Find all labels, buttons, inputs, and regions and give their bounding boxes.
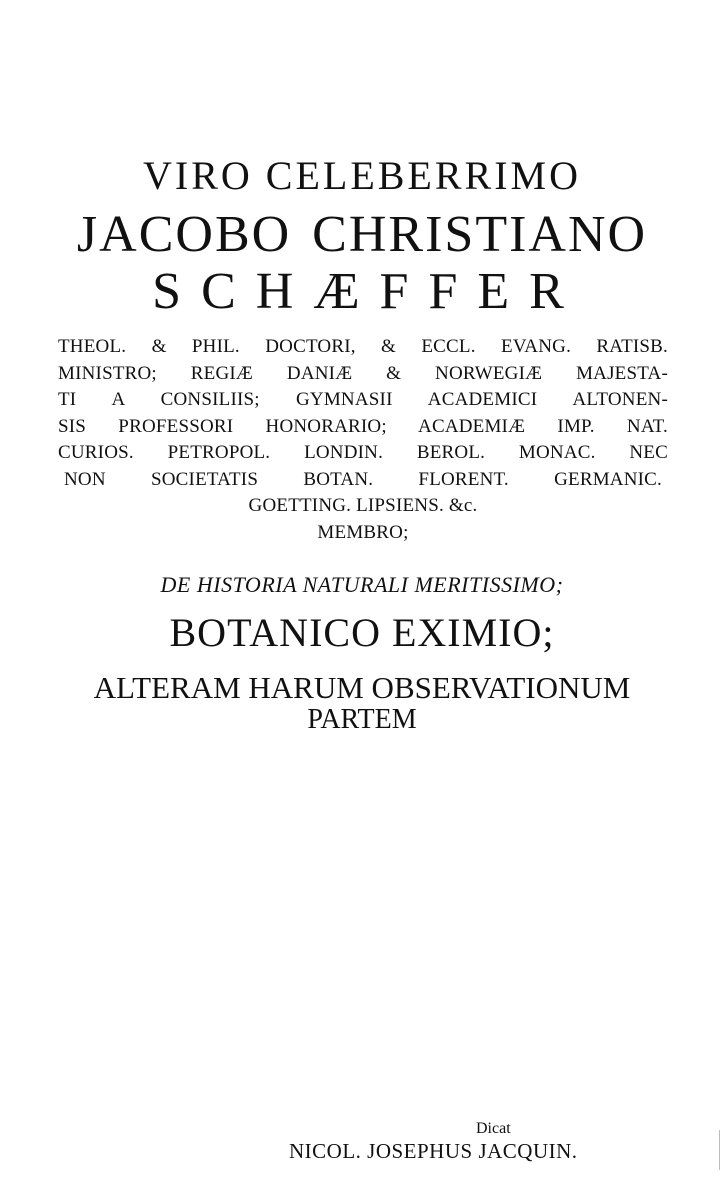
titles-row: NON SOCIETATIS BOTAN. FLORENT. GERMANIC. bbox=[64, 468, 662, 490]
titles-row: CURIOS. PETROPOL. LONDIN. BEROL. MONAC. NEC bbox=[58, 442, 668, 463]
dedication-line-historia: DE HISTORIA NATURALI MERITISSIMO; bbox=[160, 572, 564, 597]
titles-row: MINISTRO; REGIÆ DANIÆ & NORWEGIÆ MAJESTA- bbox=[58, 362, 668, 384]
dedication-line-jacobo: JACOBO CHRISTIANO bbox=[76, 206, 648, 263]
dedication-line-partem: PARTEM bbox=[307, 704, 417, 735]
dedication-line-alteram: ALTERAM HARUM OBSERVATIONUM bbox=[93, 670, 631, 705]
dedication-titles-block bbox=[58, 334, 668, 546]
titles-row: SIS PROFESSORI HONORARIO; ACADEMIÆ IMP. NAT. bbox=[58, 415, 668, 437]
dedication-line-schaeffer: SCHÆFFER bbox=[152, 263, 584, 320]
dedication-line-viro: VIRO CELEBERRIMO bbox=[143, 153, 581, 198]
signer-name: NICOL. JOSEPHUS JACQUIN. bbox=[289, 1139, 578, 1163]
titles-row: THEOL. & PHIL. DOCTORI, & ECCL. EVANG. RATISB. bbox=[58, 336, 668, 357]
dedication-line-botanico: BOTANICO EXIMIO; bbox=[169, 610, 555, 655]
titles-row: GOETTING. LIPSIENS. &c. bbox=[248, 495, 478, 516]
titles-row: TI A CONSILIIS; GYMNASII ACADEMICI ALTONEN- bbox=[58, 389, 668, 410]
page-edge-mark bbox=[719, 1130, 720, 1170]
titles-row: MEMBRO; bbox=[317, 521, 409, 543]
dicat-label: Dicat bbox=[476, 1120, 511, 1137]
